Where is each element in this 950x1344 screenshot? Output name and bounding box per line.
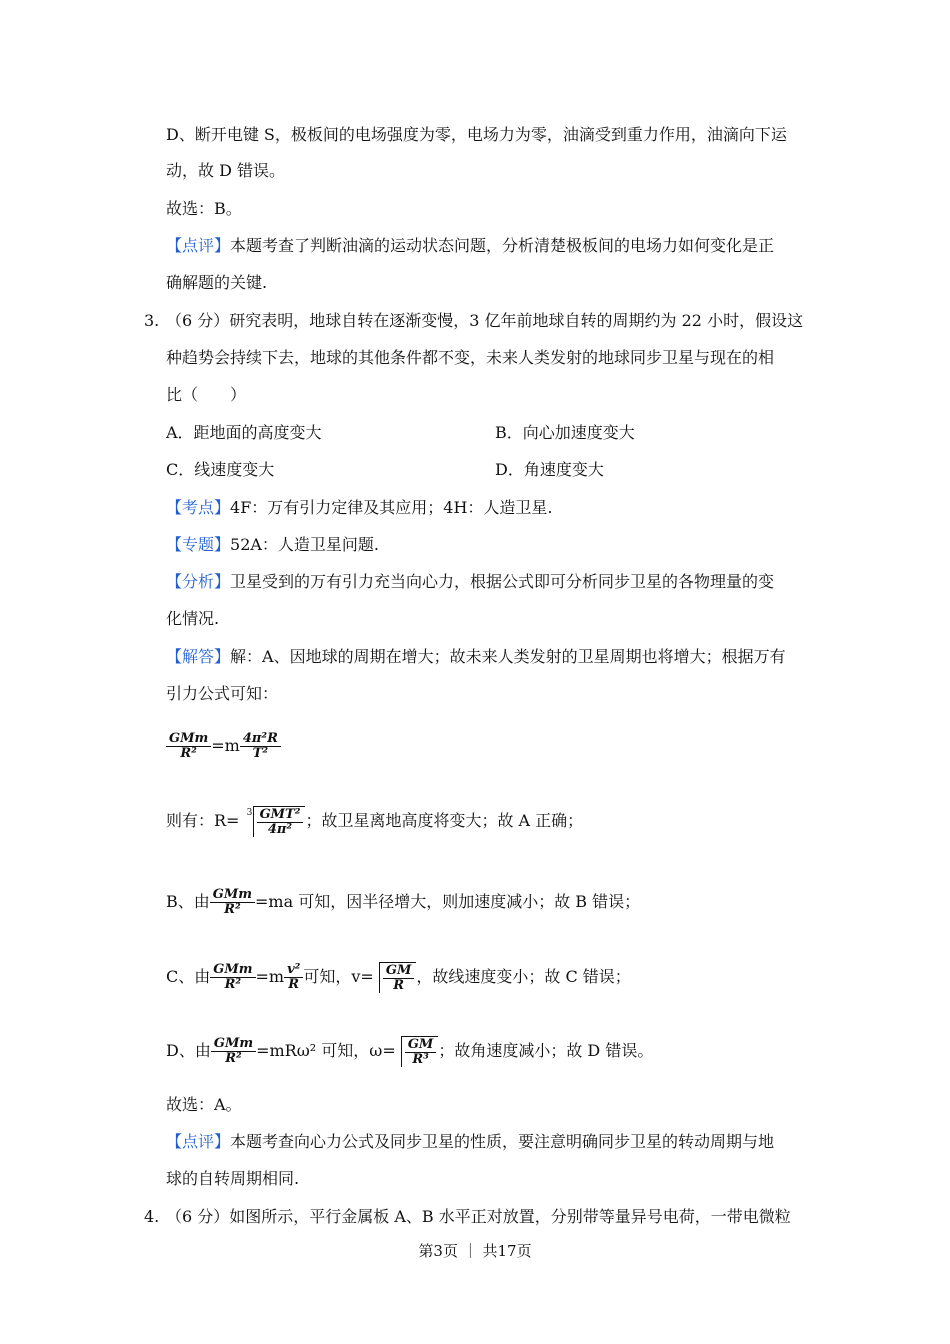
jieda-text: 解：A、因地球的周期在增大；故未来人类发射的卫星周期也将增大；根据万有: [230, 647, 786, 666]
q3-jieda: [166, 646, 786, 668]
jieda-tag: 【解答】: [166, 647, 231, 666]
q3-option-d: D．角速度变大: [495, 460, 604, 479]
q3-number: 3.: [144, 311, 160, 330]
solution-c: C、由 $\frac{\text{GMm}}{\text{R²}}$ =m $\frac{\text{v²}}{R}$ 可知，v= $\frac{GM}{R}$ ，故线速度变小；故 C 错误；: [166, 962, 631, 993]
frac-gmm-b: $\frac{\text{GMm}}{\text{R²}}$: [210, 888, 255, 917]
frac-v2-r: $\frac{\text{v²}}{R}$: [284, 963, 303, 992]
zhuanti-text: 52A：人造卫星问题.: [230, 535, 380, 554]
sqrt-gm-r3: $\frac{GM}{\text{R³}}$: [401, 1036, 439, 1067]
comment-text: 本题考查了判断油滴的运动状态问题，分析清楚极板间的电场力如何变化是正: [230, 236, 775, 255]
page-footer: 第3页 ｜ 共17页: [418, 1242, 532, 1260]
q3-fenxi: [166, 571, 774, 593]
frac-gmm-d: $\frac{\text{GMm}}{\text{R²}}$: [211, 1037, 256, 1066]
comment-tag: 【点评】: [166, 1132, 231, 1151]
frac-period: $\frac{\text{4π²R}}{\text{T²}}$: [240, 732, 281, 761]
q3-stem-line1: （6 分）研究表明，地球自转在逐渐变慢，3 亿年前地球自转的周期约为 22 小时，假设这: [166, 311, 804, 330]
kaodian-tag: 【考点】: [166, 498, 231, 517]
q3-option-a: A．距地面的高度变大: [166, 423, 322, 442]
prev-answer: 故选：B。: [166, 199, 242, 218]
fenxi-tag: 【分析】: [166, 572, 231, 591]
q4-number: 4.: [144, 1207, 160, 1226]
r-suffix: ；故卫星离地高度将变大；故 A 正确；: [305, 811, 584, 830]
frac-gmm-c: $\frac{\text{GMm}}{\text{R²}}$: [210, 963, 255, 992]
equation-gravity: [166, 732, 281, 761]
frac-gmm: $\frac{\text{GMm}}{\text{R²}}$: [166, 732, 211, 761]
sqrt-gm-r: $\frac{GM}{R}$: [379, 962, 417, 993]
eq-equals-m: =m: [211, 736, 240, 755]
equation-radius: [166, 806, 583, 837]
q3-comment-line2: 球的自转周期相同.: [166, 1169, 300, 1188]
prev-comment-line2: 确解题的关键.: [166, 273, 268, 292]
q3-answer: 故选：A。: [166, 1095, 242, 1114]
cube-root: 3 $\frac{\text{GMT²}}{\text{4π²}}$: [253, 806, 306, 837]
prev-comment: [166, 235, 774, 257]
prev-d-line2: 动，故 D 错误。: [166, 161, 286, 180]
solution-b: B、由 $\frac{\text{GMm}}{\text{R²}}$ =ma 可知，因半径增大，则加速度减小；故 B 错误；: [166, 887, 641, 917]
q3-kaodian: [166, 497, 553, 519]
fenxi-text: 卫星受到的万有引力充当向心力，根据公式即可分析同步卫星的各物理量的变: [230, 572, 775, 591]
kaodian-text: 4F：万有引力定律及其应用；4H：人造卫星.: [230, 498, 553, 517]
zhuanti-tag: 【专题】: [166, 535, 231, 554]
comment-tag: 【点评】: [166, 236, 231, 255]
q3-fenxi-line2: 化情况.: [166, 609, 220, 628]
solution-d: D、由 $\frac{\text{GMm}}{\text{R²}}$ =mRω² 可知，ω= $\frac{GM}{\text{R³}}$ ；故角速度减小；故 D 错误。: [166, 1036, 654, 1067]
r-prefix: 则有：R=: [166, 811, 240, 830]
comment-text: 本题考查向心力公式及同步卫星的性质，要注意明确同步卫星的转动周期与地: [230, 1132, 775, 1151]
q3-stem-line2: 种趋势会持续下去，地球的其他条件都不变，未来人类发射的地球同步卫星与现在的相: [166, 348, 775, 367]
prev-d-line1: D、断开电键 S，极板间的电场强度为零，电场力为零，油滴受到重力作用，油滴向下运: [166, 125, 787, 144]
q3-option-b: B．向心加速度变大: [495, 423, 635, 442]
q3-zhuanti: [166, 534, 379, 556]
q3-option-c: C．线速度变大: [166, 460, 275, 479]
q4-stem-line1: （6 分）如图所示，平行金属板 A、B 水平正对放置，分别带等量异号电荷，一带电微粒: [166, 1207, 791, 1226]
q3-stem-line3: 比（ ）: [166, 385, 247, 404]
q3-comment: [166, 1131, 774, 1153]
q3-jieda-line2: 引力公式可知：: [166, 684, 279, 703]
